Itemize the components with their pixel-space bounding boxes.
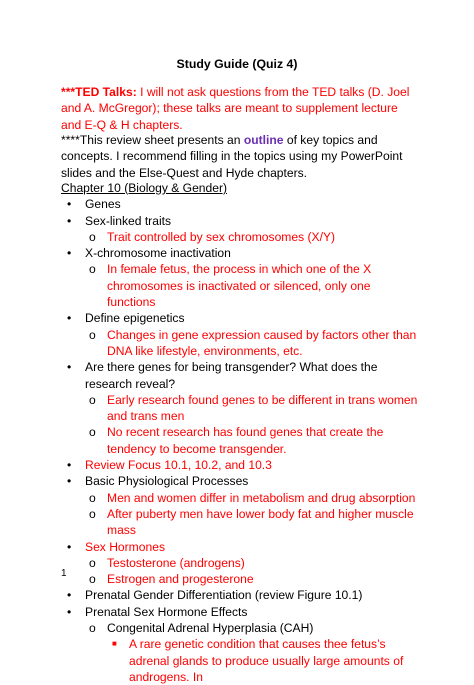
outline-item-level2 <box>61 327 421 360</box>
outline-item-text: Basic Physiological Processes <box>85 474 249 489</box>
circle-bullet-icon: o <box>89 490 96 505</box>
circle-bullet-icon: o <box>89 572 96 587</box>
outline-item-level1 <box>61 473 421 489</box>
circle-bullet-icon: o <box>89 229 96 244</box>
outline-item-text: Trait controlled by sex chromosomes (X/Y) <box>107 229 336 244</box>
outline-item-text: Congenital Adrenal Hyperplasia (CAH) <box>107 621 314 636</box>
circle-bullet-icon: o <box>89 327 96 342</box>
outline-item-text: Early research found genes to be different in trans women and trans men <box>107 392 418 424</box>
outline-item-text: No recent research has found genes that create the tendency to become transgender. <box>107 425 384 456</box>
outline-item-level1 <box>61 604 421 620</box>
outline-item-text: Changes in gene expression caused by factors other than DNA like lifestyle, environments, etc. <box>107 327 417 358</box>
outline-item-level1 <box>61 457 421 473</box>
outline-item-level3 <box>61 636 421 685</box>
bullet-icon: • <box>67 197 72 212</box>
outline-item-level2 <box>61 506 421 539</box>
bullet-icon: • <box>67 604 72 619</box>
circle-bullet-icon: o <box>89 262 96 277</box>
bullet-icon: • <box>67 213 72 228</box>
outline-items <box>61 196 421 685</box>
bullet-icon: • <box>67 474 72 489</box>
bullet-icon: • <box>67 246 72 261</box>
ted-talks-label: ***TED Talks: <box>61 85 137 99</box>
outline-highlight: outline <box>243 133 284 147</box>
outline-item-text: Review Focus 10.1, 10.2, and 10.3 <box>85 458 272 473</box>
outline-item-text: Are there genes for being transgender? What does the research reveal? <box>85 360 378 391</box>
outline-item-text: X-chromosome inactivation <box>85 246 231 261</box>
circle-bullet-icon: o <box>89 621 96 636</box>
outline-item-level2 <box>61 490 421 506</box>
bullet-icon: • <box>67 539 72 554</box>
chapter-outline <box>61 180 421 685</box>
outline-item-text: A rare genetic condition that causes thee fetus’s adrenal glands to produce usually large amounts of androgens. In <box>129 637 404 684</box>
circle-bullet-icon: o <box>89 506 96 521</box>
bullet-icon: • <box>67 588 72 603</box>
outline-item-text: Prenatal Sex Hormone Effects <box>85 604 248 619</box>
outline-item-level2 <box>61 555 421 571</box>
outline-item-level2 <box>61 424 421 457</box>
outline-item-text: Sex-linked traits <box>85 213 172 228</box>
page-number: 1 <box>61 568 67 579</box>
outline-item-level1 <box>61 539 421 555</box>
outline-item-text: Men and women differ in metabolism and drug absorption <box>107 490 416 505</box>
bullet-icon: • <box>67 458 72 473</box>
outline-item-text: Prenatal Gender Differentiation (review Figure 10.1) <box>85 588 363 603</box>
review-note-before: ****This review sheet presents an <box>61 133 244 147</box>
outline-item-text: Estrogen and progesterone <box>107 572 254 587</box>
outline-item-level1 <box>61 310 421 326</box>
outline-item-level1 <box>61 196 421 212</box>
outline-item-text: In female fetus, the process in which one of the X chromosomes is inactivated or silenced, only one functions <box>107 262 372 310</box>
outline-item-text: After puberty men have lower body fat and higher muscle mass <box>107 506 414 538</box>
ted-talks-note <box>61 84 421 133</box>
square-bullet-icon: ■ <box>112 639 117 649</box>
outline-item-level1 <box>61 245 421 261</box>
outline-item-level2 <box>61 392 421 425</box>
page-title: Study Guide (Quiz 4) <box>176 57 298 71</box>
outline-item-level2 <box>61 261 421 310</box>
chapter-heading: Chapter 10 (Biology & Gender) <box>61 181 228 195</box>
review-note-after: of key topics and concepts. I recommend filling in the topics using my PowerPoint slides and the Else-Quest and Hyde chapters. <box>61 133 403 180</box>
outline-item-text: Testosterone (androgens) <box>107 555 245 570</box>
outline-item-level1 <box>61 359 421 392</box>
bullet-icon: • <box>67 360 72 375</box>
circle-bullet-icon: o <box>89 392 96 407</box>
outline-item-text: Genes <box>85 197 121 212</box>
outline-item-level2 <box>61 571 421 587</box>
outline-item-level1 <box>61 587 421 603</box>
outline-item-level2 <box>61 620 421 636</box>
circle-bullet-icon: o <box>89 555 96 570</box>
bullet-icon: • <box>67 311 72 326</box>
ted-talks-text: I will not ask questions from the TED talks (D. Joel and A. McGregor); these talks are meant to supplement lecture and E-Q & H chapters. <box>61 85 410 132</box>
review-sheet-note <box>61 132 421 181</box>
outline-item-level2 <box>61 229 421 245</box>
outline-item-text: Sex Hormones <box>85 539 165 554</box>
outline-item-level1 <box>61 213 421 229</box>
outline-item-text: Define epigenetics <box>85 311 185 326</box>
circle-bullet-icon: o <box>89 425 96 440</box>
